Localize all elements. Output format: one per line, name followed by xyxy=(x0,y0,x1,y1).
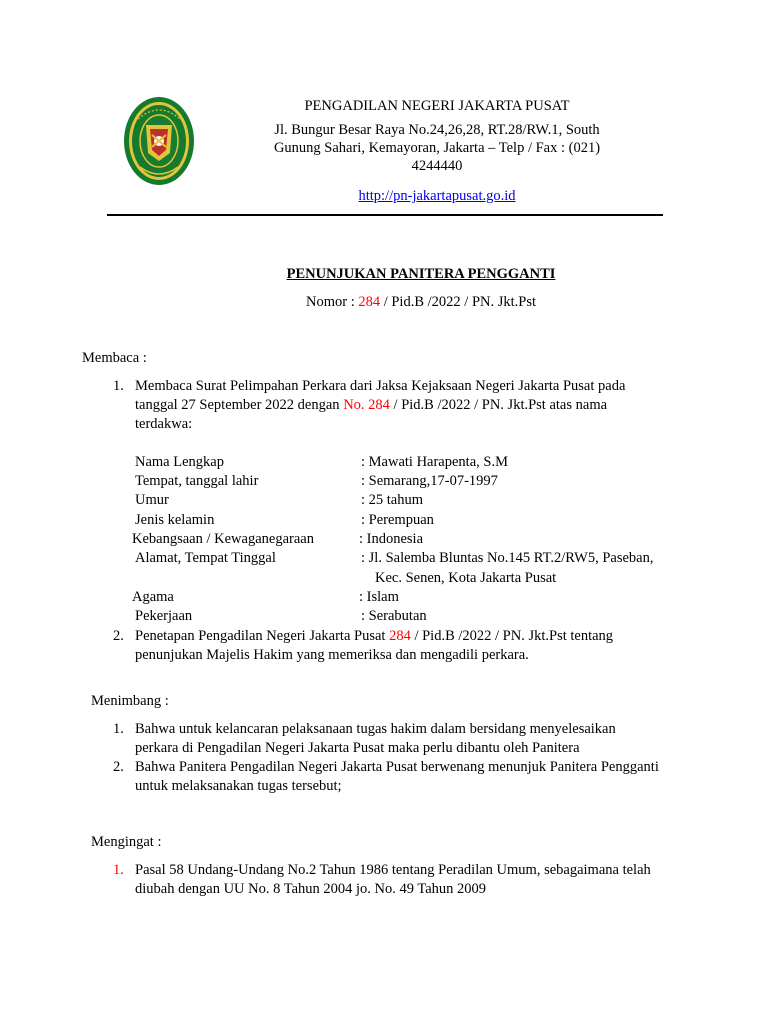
list-item-membaca-1 xyxy=(135,377,685,434)
case-number-red: 284 xyxy=(389,628,411,644)
list-number: 1. xyxy=(113,862,124,878)
list-item-menimbang-1 xyxy=(135,720,685,758)
case-number-red: No. 284 xyxy=(343,397,390,413)
list-number: 2. xyxy=(113,759,124,775)
list-number: 2. xyxy=(113,628,124,644)
field-label: Alamat, Tempat Tinggal xyxy=(135,550,276,566)
field-value: : 25 tahum xyxy=(361,492,424,508)
field-value: : Perempuan xyxy=(361,512,434,528)
field-label: Agama xyxy=(132,589,174,605)
field-value: : Mawati Harapenta, S.M xyxy=(361,454,508,470)
section-heading-membaca: Membaca : xyxy=(82,350,147,366)
field-label: Kebangsaan / Kewaganegaraan xyxy=(132,531,314,547)
list-item-mengingat-1 xyxy=(135,861,685,899)
item-line: Pasal 58 Undang-Undang No.2 Tahun 1986 tentang Peradilan Umum, sebagaimana telah xyxy=(135,862,651,878)
item-line: perkara di Pengadilan Negeri Jakarta Pusat maka perlu dibantu oleh Panitera xyxy=(135,740,580,756)
field-label: Umur xyxy=(135,492,169,508)
item-line: Bahwa Panitera Pengadilan Negeri Jakarta Pusat berwenang menunjuk Panitera Pengganti xyxy=(135,759,659,775)
field-value: : Islam xyxy=(359,589,399,605)
field-value: : Semarang,17-07-1997 xyxy=(361,473,498,489)
item-line: untuk melaksanakan tugas tersebut; xyxy=(135,778,342,794)
website-link[interactable]: http://pn-jakartapusat.go.id xyxy=(358,188,516,204)
address-line-1: Jl. Bungur Besar Raya No.24,26,28, RT.28/RW.1, South xyxy=(274,122,600,138)
field-value-continued: Kec. Senen, Kota Jakarta Pusat xyxy=(375,570,557,586)
field-label: Tempat, tanggal lahir xyxy=(135,473,259,489)
address-line-2: Gunung Sahari, Kemayoran, Jakarta – Telp / Fax : (021) xyxy=(273,140,601,156)
document-number xyxy=(0,293,768,312)
item-line: penunjukan Majelis Hakim yang memeriksa dan mengadili perkara. xyxy=(135,647,529,663)
item-line: tanggal 27 September 2022 dengan No. 284 / Pid.B /2022 / PN. Jkt.Pst atas nama xyxy=(135,397,608,413)
list-item-membaca-2 xyxy=(135,627,685,665)
document-title: PENUNJUKAN PANITERA PENGGANTI xyxy=(286,266,556,282)
nomor-prefix: Nomor : xyxy=(305,294,359,310)
item-line: Penetapan Pengadilan Negeri Jakarta Pusat 284 / Pid.B /2022 / PN. Jkt.Pst tentang xyxy=(135,628,614,644)
institution-name: PENGADILAN NEGERI JAKARTA PUSAT xyxy=(304,98,570,114)
field-value: : Indonesia xyxy=(359,531,424,547)
field-value: : Serabutan xyxy=(361,608,427,624)
list-number: 1. xyxy=(113,378,124,394)
section-heading-mengingat: Mengingat : xyxy=(91,834,162,850)
item-line: diubah dengan UU No. 8 Tahun 2004 jo. No. 49 Tahun 2009 xyxy=(135,881,487,897)
list-number: 1. xyxy=(113,721,124,737)
letterhead xyxy=(250,97,624,206)
section-heading-menimbang: Menimbang : xyxy=(91,693,169,709)
address-line-3: 4244440 xyxy=(411,158,463,174)
field-label: Jenis kelamin xyxy=(135,512,215,528)
field-label: Nama Lengkap xyxy=(135,454,224,470)
field-label: Pekerjaan xyxy=(135,608,193,624)
list-item-menimbang-2 xyxy=(135,758,685,796)
court-emblem-logo xyxy=(122,95,196,187)
nomor-suffix: / Pid.B /2022 / PN. Jkt.Pst xyxy=(380,294,537,310)
nomor-number: 284 xyxy=(358,294,381,310)
field-value: : Jl. Salemba Bluntas No.145 RT.2/RW5, Paseban, xyxy=(361,550,654,566)
item-line: Bahwa untuk kelancaran pelaksanaan tugas hakim dalam bersidang menyelesaikan xyxy=(135,721,616,737)
item-line: terdakwa: xyxy=(135,416,193,432)
item-line: Membaca Surat Pelimpahan Perkara dari Jaksa Kejaksaan Negeri Jakarta Pusat pada xyxy=(135,378,626,394)
header-divider xyxy=(107,214,663,216)
